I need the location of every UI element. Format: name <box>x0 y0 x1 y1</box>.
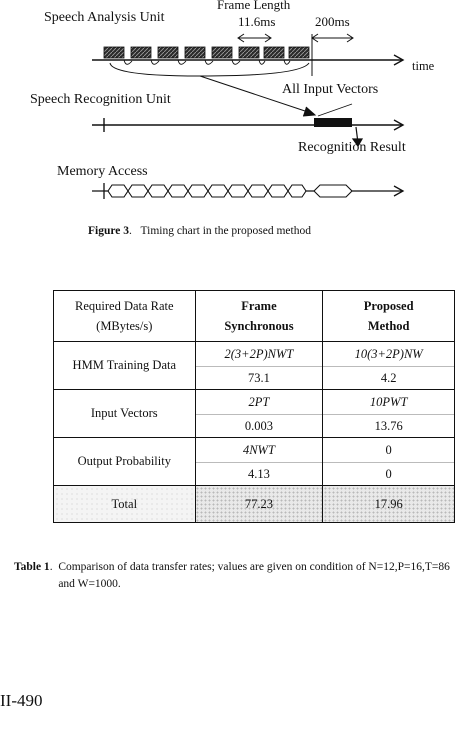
proposed-method-cell <box>323 342 455 390</box>
frames-brace <box>110 63 309 76</box>
proposed-formula: 10(3+2P)NW <box>323 342 454 367</box>
proposed-formula: 0 <box>323 438 454 463</box>
table-caption-label: Table 1 <box>14 561 50 573</box>
recognition-block <box>314 118 352 127</box>
proposed-value: 4.2 <box>380 371 397 385</box>
all-input-vectors-label: All Input Vectors <box>282 82 379 97</box>
header-required-data-rate: Required Data Rate (MBytes/s) <box>54 291 196 342</box>
frame-synchronous-cell <box>195 438 323 486</box>
proposed-value: 13.76 <box>374 419 403 433</box>
table-header-row <box>54 291 455 342</box>
analysis-frame <box>158 47 178 58</box>
figure-caption-label: Figure 3 <box>88 225 129 237</box>
analysis-frame <box>131 47 151 58</box>
table-row <box>54 390 455 438</box>
frame-length-value-label: 11.6ms <box>238 14 276 29</box>
frame-value: 0.003 <box>244 419 273 433</box>
total-label: Total <box>54 486 196 523</box>
frame-synchronous-cell <box>195 390 323 438</box>
figure-caption-text: Timing chart in the proposed method <box>140 225 311 237</box>
recognition-result-label: Recognition Result <box>298 140 406 155</box>
row-label: Output Probability <box>54 438 196 486</box>
speech-analysis-unit-label: Speech Analysis Unit <box>44 10 165 25</box>
frame-synchronous-cell <box>195 342 323 390</box>
row-label: HMM Training Data <box>54 342 196 390</box>
table-row <box>54 342 455 390</box>
total-frame-value: 77.23 <box>195 486 323 523</box>
header-frame-synchronous: Frame Synchronous <box>195 291 323 342</box>
table-total-row <box>54 486 455 523</box>
duration-dimension <box>312 34 353 76</box>
analysis-frame <box>289 47 309 58</box>
timing-diagram <box>0 0 474 220</box>
frame-formula: 2(3+2P)NWT <box>196 342 323 367</box>
frame-value: 4.13 <box>248 467 270 481</box>
frame-length-label: Frame Length <box>217 0 291 12</box>
proposed-formula: 10PWT <box>323 390 454 415</box>
frame-value: 73.1 <box>248 371 270 385</box>
data-rate-table <box>53 290 455 523</box>
analysis-frame <box>239 47 259 58</box>
frame-formula: 2PT <box>196 390 323 415</box>
table-caption: Table 1 . Comparison of data transfer rates; values are given on condition of N=12,P=16,T=86 and W=1000. <box>14 559 466 593</box>
total-proposed-value: 17.96 <box>323 486 455 523</box>
proposed-method-cell <box>323 390 455 438</box>
proposed-value: 0 <box>385 467 392 481</box>
all-input-vectors-pointer <box>318 104 352 116</box>
memory-access-label: Memory Access <box>57 164 148 179</box>
speech-recognition-unit-label: Speech Recognition Unit <box>30 92 171 107</box>
table-caption-text: Comparison of data transfer rates; values are given on condition of N=12,P=16,T=86 and W=1000. <box>58 561 450 590</box>
figure-caption: Figure 3. Timing chart in the proposed method <box>88 225 311 237</box>
proposed-method-cell <box>323 438 455 486</box>
duration-label: 200ms <box>315 14 350 29</box>
memory-access-bursts <box>108 185 352 197</box>
page-number: II-490 <box>0 691 43 710</box>
analysis-frame <box>185 47 205 58</box>
table-row <box>54 438 455 486</box>
analysis-frames <box>104 47 309 58</box>
analysis-frame <box>264 47 284 58</box>
frame-length-dimension <box>238 34 271 42</box>
frame-formula: 4NWT <box>196 438 323 463</box>
row-label: Input Vectors <box>54 390 196 438</box>
header-proposed-method: Proposed Method <box>323 291 455 342</box>
analysis-frame <box>212 47 232 58</box>
analysis-frame <box>104 47 124 58</box>
time-axis-label: time <box>412 59 435 73</box>
